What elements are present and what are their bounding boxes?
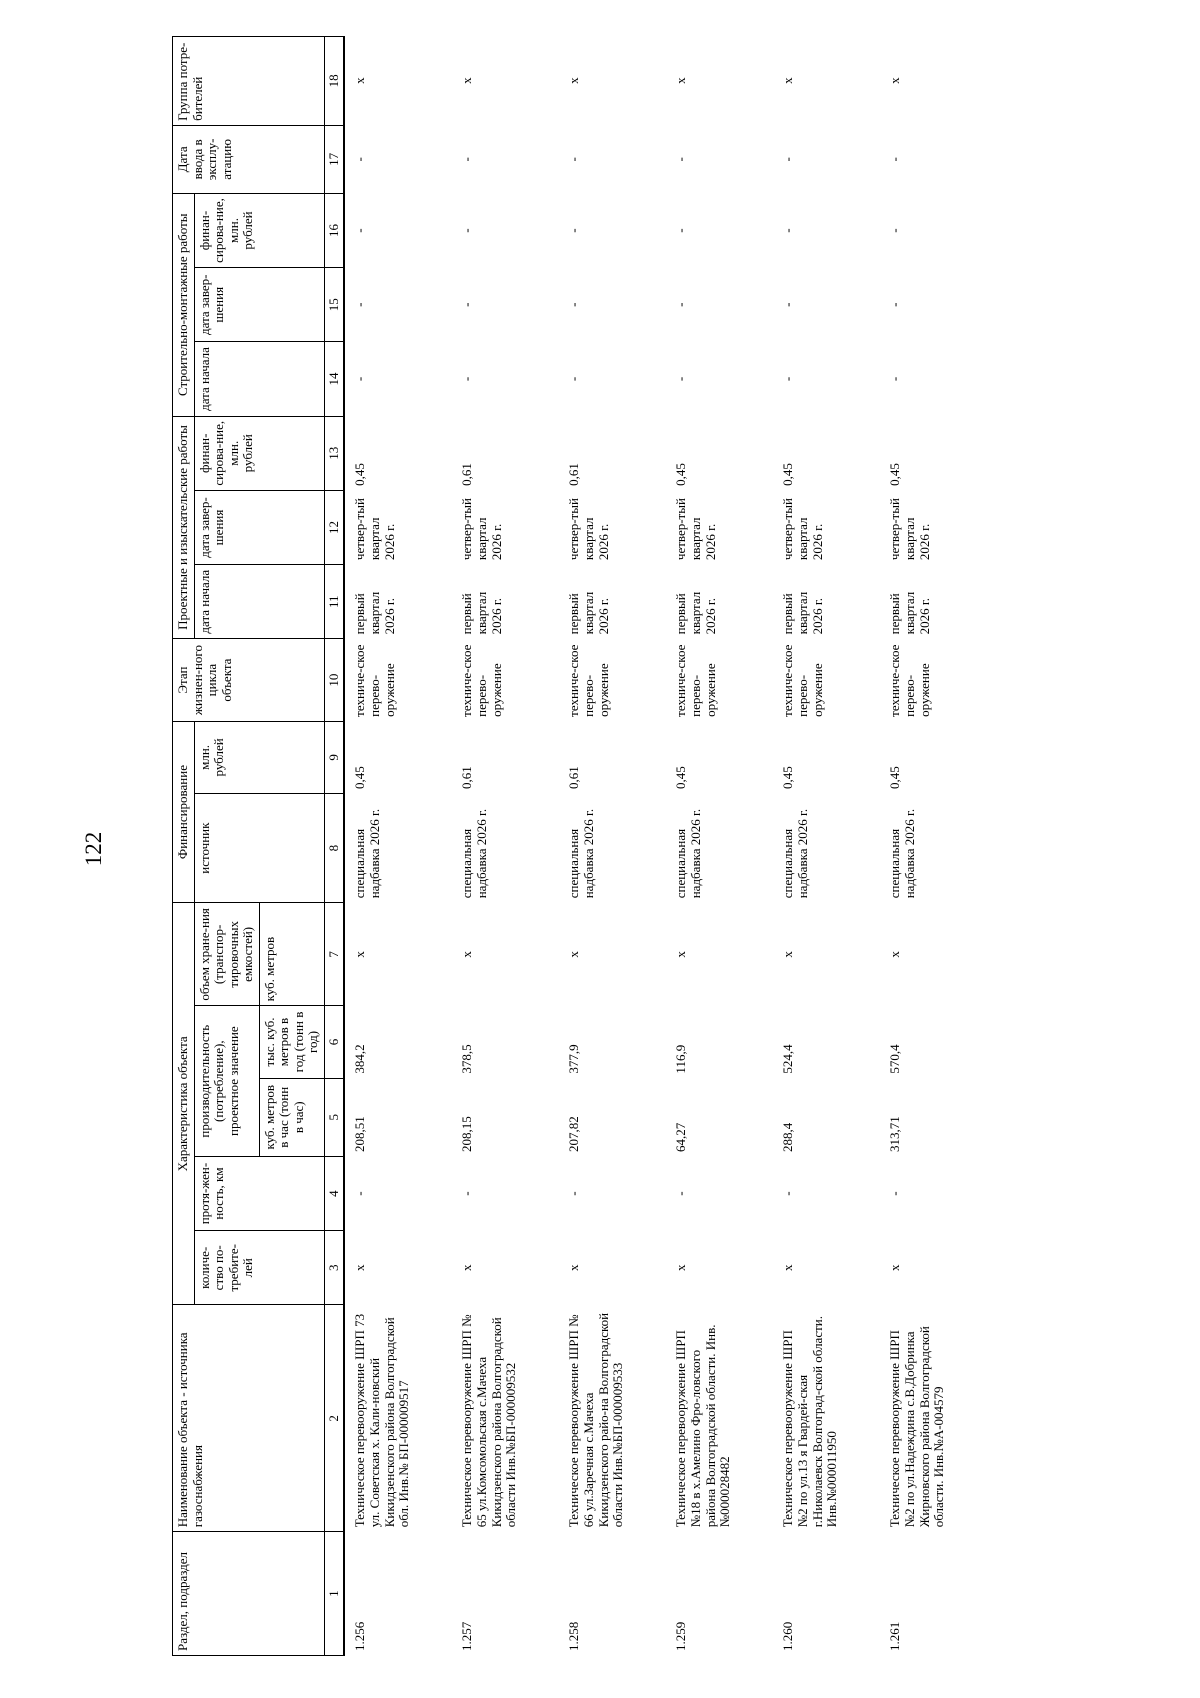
cell-per-year: 378,5 bbox=[459, 1044, 475, 1074]
col-number: 14 bbox=[324, 342, 344, 416]
col-number: 18 bbox=[324, 37, 344, 126]
cell-c-end: - bbox=[673, 302, 689, 307]
cell-consumers: х bbox=[459, 1264, 475, 1272]
table-row bbox=[666, 37, 773, 1656]
cell-c-start: - bbox=[566, 376, 582, 382]
cell-amount: 0,61 bbox=[566, 766, 582, 789]
cell-c-fin: - bbox=[780, 228, 796, 233]
cell-stage: техниче-ское перево-оружение bbox=[673, 644, 718, 717]
cell-per-hour: 207,82 bbox=[566, 1116, 582, 1152]
cell-per-hour: 64,27 bbox=[673, 1122, 689, 1152]
hdr-source: источник bbox=[194, 793, 324, 902]
hdr-storage: объем хране-ния (транспор-тировочных емкостей) bbox=[194, 903, 259, 1006]
cell-c-fin: - bbox=[566, 228, 582, 233]
col-number: 17 bbox=[324, 125, 344, 193]
cell-section: 1.259 bbox=[673, 1621, 689, 1651]
cell-group: х bbox=[566, 77, 582, 84]
cell-stage: техниче-ское перево-оружение bbox=[566, 644, 611, 717]
hdr-per-year: тыс. куб. метров в год (тонн в год) bbox=[259, 1006, 324, 1078]
cell-amount: 0,45 bbox=[780, 766, 796, 789]
cell-c-fin: - bbox=[673, 228, 689, 233]
cell-consumers: х bbox=[352, 1264, 368, 1272]
cell-storage: х bbox=[780, 951, 796, 958]
cell-c-fin: - bbox=[459, 228, 475, 233]
cell-storage: х bbox=[887, 951, 903, 958]
cell-source: специальная надбавка 2026 г. bbox=[459, 808, 490, 899]
cell-section: 1.260 bbox=[780, 1621, 796, 1651]
cell-design-start: первый квартал 2026 г. bbox=[566, 591, 611, 635]
cell-per-hour: 208,51 bbox=[352, 1116, 368, 1152]
cell-c-start: - bbox=[780, 376, 796, 382]
hdr-design-start: дата начала bbox=[194, 565, 324, 639]
cell-design-fin: 0,45 bbox=[673, 463, 689, 486]
hdr-per-hour: куб. метров в час (тонн в час) bbox=[259, 1078, 324, 1156]
cell-name: Техническое перевооружение ШРП № 66 ул.Заречная с.Мачеха Кикидзенского райо-на Волгоградской области Инв.№БП-000009533 bbox=[566, 1312, 626, 1528]
cell-commission: - bbox=[673, 157, 689, 162]
hdr-construction: Строительно-монтажные работы bbox=[173, 193, 195, 416]
cell-name: Техническое перевооружение ШРП № 65 ул.Комсомольская с.Мачеха Кикидзенского района Волгоградской области Инв.№БП-000009532 bbox=[459, 1314, 519, 1528]
col-number: 8 bbox=[324, 793, 344, 902]
hdr-storage-unit: куб. метров bbox=[259, 903, 324, 1006]
cell-group: х bbox=[459, 77, 475, 84]
hdr-consumer-group: Группа потре-бителей bbox=[173, 37, 325, 126]
cell-name: Техническое перевооружение ШРП №2 по ул.Надеждина с.В.Добринка Жирновского района Волгоградской области. Инв.№А-004579 bbox=[887, 1326, 947, 1528]
cell-group: х bbox=[887, 77, 903, 84]
cell-c-fin: - bbox=[887, 228, 903, 233]
hdr-consumers-count: количе-ство по-требите-лей bbox=[194, 1231, 324, 1305]
column-numbers-row bbox=[324, 37, 344, 1656]
cell-consumers: х bbox=[780, 1264, 796, 1272]
cell-design-end: четвер-тый квартал 2026 г. bbox=[673, 498, 718, 561]
cell-per-hour: 208,15 bbox=[459, 1116, 475, 1152]
hdr-productivity: производительность (потребление), проектное значение bbox=[194, 1006, 259, 1157]
cell-consumers: х bbox=[887, 1264, 903, 1272]
cell-stage: техниче-ское перево-оружение bbox=[352, 644, 397, 717]
hdr-section: Раздел, подраздел bbox=[173, 1532, 325, 1656]
cell-per-hour: 313,71 bbox=[887, 1116, 903, 1152]
cell-storage: х bbox=[352, 951, 368, 958]
col-number: 10 bbox=[324, 639, 344, 721]
col-number: 6 bbox=[324, 1006, 344, 1078]
cell-source: специальная надбавка 2026 г. bbox=[780, 808, 811, 899]
table-row bbox=[880, 37, 1041, 1656]
cell-commission: - bbox=[780, 157, 796, 162]
cell-group: х bbox=[780, 77, 796, 84]
cell-design-fin: 0,45 bbox=[780, 463, 796, 486]
cell-length: - bbox=[780, 1191, 796, 1196]
col-number: 15 bbox=[324, 268, 344, 342]
cell-section: 1.257 bbox=[459, 1621, 475, 1651]
cell-c-start: - bbox=[352, 376, 368, 382]
cell-source: специальная надбавка 2026 г. bbox=[566, 808, 597, 899]
table-row bbox=[344, 37, 452, 1656]
cell-c-fin: - bbox=[352, 228, 368, 233]
cell-design-start: первый квартал 2026 г. bbox=[459, 591, 504, 635]
col-number: 9 bbox=[324, 721, 344, 793]
col-number: 1 bbox=[324, 1532, 344, 1656]
cell-amount: 0,45 bbox=[673, 766, 689, 789]
cell-consumers: х bbox=[566, 1264, 582, 1272]
cell-length: - bbox=[459, 1191, 475, 1196]
table-row bbox=[452, 37, 559, 1656]
cell-design-fin: 0,61 bbox=[459, 463, 475, 486]
cell-design-end: четвер-тый квартал 2026 г. bbox=[887, 498, 932, 561]
hdr-commission-date: Дата ввода в эксплу-атацию bbox=[173, 125, 325, 193]
cell-source: специальная надбавка 2026 г. bbox=[887, 808, 918, 899]
cell-per-year: 570,4 bbox=[887, 1044, 903, 1074]
cell-consumers: х bbox=[673, 1264, 689, 1272]
cell-section: 1.261 bbox=[887, 1621, 903, 1651]
hdr-financing: Финансирование bbox=[173, 721, 195, 902]
cell-length: - bbox=[566, 1191, 582, 1196]
cell-c-end: - bbox=[780, 302, 796, 307]
gas-supply-table bbox=[172, 36, 1041, 1656]
cell-amount: 0,61 bbox=[459, 766, 475, 789]
cell-length: - bbox=[352, 1191, 368, 1196]
hdr-name: Наименование объекта - источника газоснабжения bbox=[173, 1305, 325, 1532]
cell-per-year: 116,9 bbox=[673, 1044, 689, 1074]
col-number: 4 bbox=[324, 1156, 344, 1230]
col-number: 2 bbox=[324, 1305, 344, 1532]
cell-storage: х bbox=[673, 951, 689, 958]
col-number: 7 bbox=[324, 903, 344, 1006]
cell-storage: х bbox=[566, 951, 582, 958]
cell-commission: - bbox=[566, 157, 582, 162]
cell-design-fin: 0,45 bbox=[887, 463, 903, 486]
table-row bbox=[559, 37, 666, 1656]
cell-commission: - bbox=[352, 157, 368, 162]
cell-length: - bbox=[887, 1191, 903, 1196]
cell-design-end: четвер-тый квартал 2026 г. bbox=[352, 498, 397, 561]
cell-per-year: 384,2 bbox=[352, 1044, 368, 1074]
cell-name: Техническое перевооружение ШРП №2 по ул.13 я Гвардей-ская г.Николаевск Волгоград-ской области. Инв.№000011950 bbox=[780, 1316, 840, 1528]
cell-storage: х bbox=[459, 951, 475, 958]
hdr-design-fin: финан-сирова-ние, млн. рублей bbox=[194, 416, 324, 490]
cell-stage: техниче-ское перево-оружение bbox=[887, 644, 932, 717]
table-row bbox=[773, 37, 880, 1656]
cell-design-start: первый квартал 2026 г. bbox=[352, 591, 397, 635]
hdr-construction-end: дата завер-шения bbox=[194, 268, 324, 342]
cell-commission: - bbox=[887, 157, 903, 162]
cell-c-start: - bbox=[673, 376, 689, 382]
hdr-mln-rub: млн. рублей bbox=[194, 721, 324, 793]
cell-amount: 0,45 bbox=[887, 766, 903, 789]
cell-design-end: четвер-тый квартал 2026 г. bbox=[780, 498, 825, 561]
cell-name: Техническое перевооружение ШРП 73 ул. Советская х. Кали-новский Кикидзенского района Волгоградской обл. Инв.№ БП-000009517 bbox=[352, 1313, 412, 1528]
cell-c-end: - bbox=[887, 302, 903, 307]
hdr-life-stage: Этап жизнен-ного цикла объекта bbox=[173, 639, 325, 721]
cell-per-year: 377,9 bbox=[566, 1044, 582, 1074]
cell-stage: техниче-ское перево-оружение bbox=[780, 644, 825, 717]
cell-design-start: первый квартал 2026 г. bbox=[887, 591, 932, 635]
cell-c-start: - bbox=[459, 376, 475, 382]
cell-c-end: - bbox=[459, 302, 475, 307]
hdr-design-work: Проектные и изыскательские работы bbox=[173, 416, 195, 639]
cell-source: специальная надбавка 2026 г. bbox=[352, 808, 383, 899]
rotated-table-wrapper bbox=[172, 36, 1200, 1656]
cell-commission: - bbox=[459, 157, 475, 162]
cell-c-end: - bbox=[566, 302, 582, 307]
col-number: 16 bbox=[324, 193, 344, 267]
cell-design-end: четвер-тый квартал 2026 г. bbox=[459, 498, 504, 561]
hdr-characteristics: Характеристика объекта bbox=[173, 903, 195, 1305]
hdr-design-end: дата завер-шения bbox=[194, 490, 324, 564]
col-number: 13 bbox=[324, 416, 344, 490]
cell-section: 1.256 bbox=[352, 1621, 368, 1651]
table-body bbox=[344, 37, 1041, 1656]
hdr-length: протя-жен-ность, км bbox=[194, 1156, 324, 1230]
cell-c-end: - bbox=[352, 302, 368, 307]
cell-source: специальная надбавка 2026 г. bbox=[673, 808, 704, 899]
cell-design-fin: 0,45 bbox=[352, 463, 368, 486]
cell-design-end: четвер-тый квартал 2026 г. bbox=[566, 498, 611, 561]
page-number: 122 bbox=[81, 831, 106, 867]
cell-name: Техническое перевооружение ШРП №18 в х.Амелино Фро-ловского района Волгоградской области. Инв.№000028482 bbox=[673, 1324, 733, 1528]
hdr-construction-start: дата начала bbox=[194, 342, 324, 416]
cell-stage: техниче-ское перево-оружение bbox=[459, 644, 504, 717]
cell-per-year: 524,4 bbox=[780, 1044, 796, 1074]
cell-length: - bbox=[673, 1191, 689, 1196]
cell-design-start: первый квартал 2026 г. bbox=[673, 591, 718, 635]
cell-design-fin: 0,61 bbox=[566, 463, 582, 486]
cell-design-start: первый квартал 2026 г. bbox=[780, 591, 825, 635]
cell-section: 1.258 bbox=[566, 1621, 582, 1651]
col-number: 11 bbox=[324, 565, 344, 639]
cell-group: х bbox=[352, 77, 368, 84]
col-number: 12 bbox=[324, 490, 344, 564]
cell-c-start: - bbox=[887, 376, 903, 382]
cell-per-hour: 288,4 bbox=[780, 1122, 796, 1152]
cell-amount: 0,45 bbox=[352, 766, 368, 789]
cell-group: х bbox=[673, 77, 689, 84]
col-number: 5 bbox=[324, 1078, 344, 1156]
hdr-construction-fin: финан-сирова-ние, млн. рублей bbox=[194, 193, 324, 267]
col-number: 3 bbox=[324, 1231, 344, 1305]
